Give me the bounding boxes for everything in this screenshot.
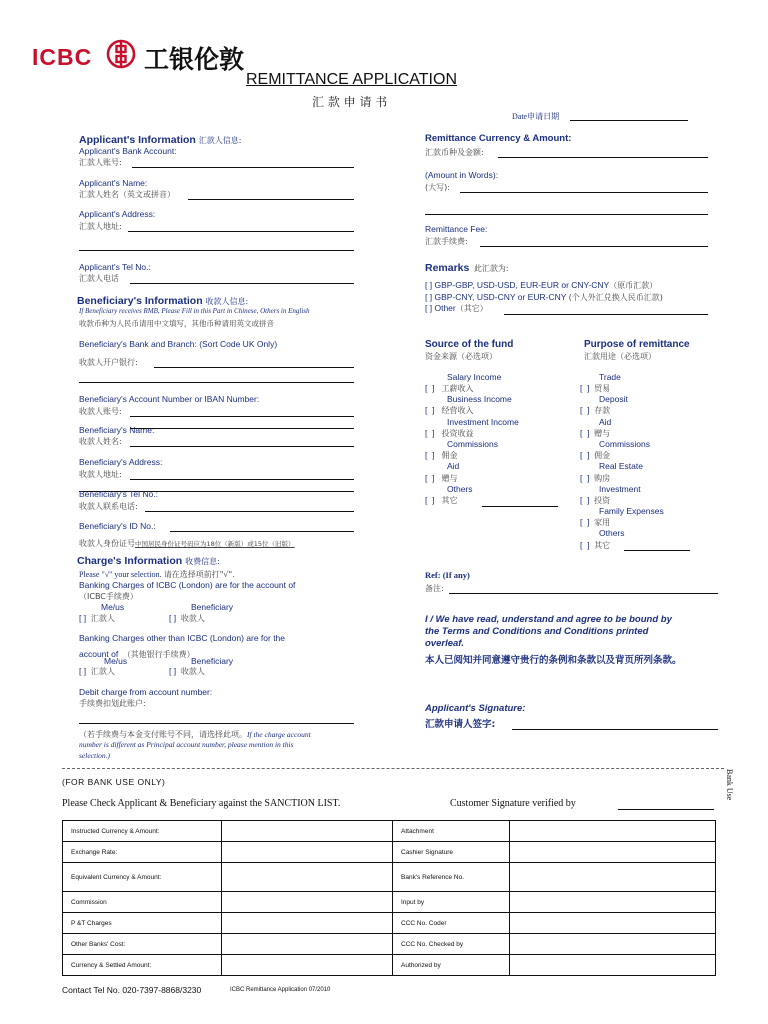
beneficiary-bank-field-2[interactable] [79,369,354,383]
signature-verified-text: Customer Signature verified by [450,798,576,809]
ref-label: Ref: (If any) [425,570,470,580]
table-label: Cashier Signature [393,842,510,863]
applicant-address-label: Applicant's Address: [79,209,156,219]
bank-use-header: (FOR BANK USE ONLY) [62,777,166,787]
table-row [63,892,716,913]
beneficiary-id-row-cn: 收款人身份证号中国居民身份证号码应为18位（新版）或15位（旧版） [79,539,295,548]
source-commissions-en: Commissions [447,439,499,449]
table-row [63,955,716,976]
remittance-fee-field[interactable] [480,233,708,247]
applicant-address-field-2[interactable] [79,237,354,251]
applicant-tel-label: Applicant's Tel No.: [79,262,151,272]
amount-words-cn: (大写): [425,183,450,192]
brand-name-cn: 工银伦敦 [144,45,245,74]
table-row [63,934,716,955]
charges-footnote-1: （若手续费与本金支付账号不同，请选择此项。If the charge account [79,730,311,739]
purpose-aid-en: Aid [599,417,612,427]
table-label: P &T Charges [63,913,222,934]
purpose-deposit-en: Deposit [599,394,628,404]
verified-by-field[interactable] [618,796,714,810]
declaration-line-1: I / We have read, understand and agree to be bound by [425,614,672,625]
table-row [63,913,716,934]
purpose-deposit-checkbox[interactable]: [ ] 存款 [580,405,611,415]
table-value-cell[interactable] [222,913,393,934]
table-row [63,863,716,892]
remittance-amount-field[interactable] [498,144,708,158]
table-label: Authorized by [393,955,510,976]
ref-cn: 备注: [425,584,444,593]
other-charges-me-checkbox[interactable]: [ ] 汇款人 [79,666,115,676]
icbc-charges-ben-checkbox[interactable]: [ ] 收款人 [169,613,205,623]
applicant-tel-field[interactable] [130,270,354,284]
date-field[interactable] [570,107,688,121]
source-investment-checkbox[interactable]: [ ] 投资收益 [425,428,474,438]
beneficiary-name-cn: 收款人姓名: [79,437,122,446]
applicant-heading: Applicant's Information 汇款人信息: [79,134,242,146]
beneficiary-tel-field[interactable] [145,498,354,512]
purpose-trade-checkbox[interactable]: [ ] 贸易 [580,383,611,393]
beneficiary-address-label: Beneficiary's Address: [79,457,163,467]
purpose-real-estate-checkbox[interactable]: [ ] 购房 [580,473,611,483]
table-label: Exchange Rate: [63,842,222,863]
purpose-heading-cn: 汇款用途（必选项） [584,352,656,361]
icbc-charges-me-checkbox[interactable]: [ ] 汇款人 [79,613,115,623]
icbc-charges-question: Banking Charges of ICBC (London) are for the account of [79,580,296,590]
beneficiary-address-cn: 收款人地址: [79,470,122,479]
table-value-cell[interactable] [510,863,716,892]
purpose-others-field[interactable] [624,537,690,551]
source-others-en: Others [447,484,473,494]
icbc-charges-ben-label: Beneficiary [191,602,234,612]
remarks-other-field[interactable] [504,301,708,315]
purpose-commissions-checkbox[interactable]: [ ] 佣金 [580,450,611,460]
beneficiary-name-field[interactable] [130,415,354,429]
table-label: CCC No. Checked by [393,934,510,955]
table-value-cell[interactable] [510,821,716,842]
amount-words-label: (Amount in Words): [425,170,499,180]
table-row [63,842,716,863]
charges-footnote-2: number is different as Principal account number, please mention in this [79,740,294,749]
charges-instruction: Please "√" your selection. 请在选择项前打"√". [79,570,235,579]
icbc-logo-text: ICBC [32,44,93,70]
table-value-cell[interactable] [222,934,393,955]
footer-contact: Contact Tel No. 020-7397-8868/3230 [62,985,202,995]
applicant-name-field[interactable] [188,186,354,200]
table-label: Attachment [393,821,510,842]
applicant-bank-account-label: Applicant's Bank Account: [79,146,177,156]
icbc-charges-me-label: Me/us [101,602,125,612]
icbc-charges-question-cn: （ICBC手续费） [79,592,138,601]
table-value-cell[interactable] [510,892,716,913]
table-label: Instructed Currency & Amount: [63,821,222,842]
beneficiary-account-label: Beneficiary's Account Number or IBAN Number: [79,394,260,404]
page-title-cn: 汇 款 申 请 书 [312,95,388,109]
source-aid-en: Aid [447,461,460,471]
other-charges-question-2: account of （其他银行手续费） [79,649,195,659]
beneficiary-note-en: If Beneficiary receives RMB, Please Fill in this Part in Chinese, Others in English [79,307,310,315]
source-aid-checkbox[interactable]: [ ] 赠与 [425,473,458,483]
purpose-commissions-en: Commissions [599,439,651,449]
source-heading: Source of the fund [425,339,514,350]
table-value-cell[interactable] [510,955,716,976]
table-label: Bank's Reference No. [393,863,510,892]
sanction-check-text: Please Check Applicant & Beneficiary against the SANCTION LIST. [62,798,341,809]
remarks-option-same-currency[interactable]: [ ] GBP-GBP, USD-USD, EUR-EUR or CNY-CNY（原币汇款） [425,280,658,290]
beneficiary-bank-cn: 收款人开户银行: [79,358,138,367]
remittance-fee-cn: 汇款手续费: [425,237,468,246]
purpose-investment-checkbox[interactable]: [ ] 投资 [580,495,611,505]
beneficiary-name-label: Beneficiary's Name: [79,425,155,435]
table-value-cell[interactable] [222,821,393,842]
table-value-cell[interactable] [510,913,716,934]
applicant-tel-cn: 汇款人电话 [79,274,119,283]
other-charges-ben-label: Beneficiary [191,656,234,666]
purpose-investment-en: Investment [599,484,641,494]
source-business-en: Business Income [447,394,512,404]
beneficiary-heading: Beneficiary's Information 收款人信息: [77,295,249,307]
beneficiary-bank-label: Beneficiary's Bank and Branch: (Sort Code UK Only) [79,339,278,349]
date-label: Date申请日期 [512,112,560,121]
beneficiary-note-cn: 收款币种为人民币请用中文填写，其他币种请用英文或拼音 [79,319,274,328]
purpose-family-en: Family Expenses [599,506,664,516]
purpose-others-checkbox[interactable]: [ ] 其它 [580,540,611,550]
amount-words-field-1[interactable] [460,179,708,193]
remittance-fee-label: Remittance Fee: [425,224,488,234]
declaration-line-3: overleaf. [425,638,465,649]
purpose-family-checkbox[interactable]: [ ] 家用 [580,517,611,527]
remarks-option-to-cny[interactable]: [ ] GBP-CNY, USD-CNY or EUR-CNY (个人外汇兑换人民币汇款) [425,292,663,302]
applicant-address-field-1[interactable] [128,218,354,232]
charges-heading: Charge's Information 收费信息: [77,555,220,567]
icbc-emblem-icon [106,39,136,69]
table-row [63,821,716,842]
ref-field[interactable] [449,580,718,594]
source-others-field[interactable] [482,493,558,507]
table-label: Equivalent Currency & Amount: [63,863,222,892]
beneficiary-name-field-2[interactable] [130,433,354,447]
beneficiary-id-field[interactable] [170,518,354,532]
amount-words-field-2[interactable] [425,201,708,215]
signature-label-cn: 汇款申请人签字: [425,719,496,730]
purpose-heading: Purpose of remittance [584,339,690,350]
applicant-name-cn: 汇款人姓名（英文或拼音） [79,190,175,199]
applicant-address-cn: 汇款人地址: [79,222,122,231]
other-charges-me-label: Me/us [104,656,128,666]
table-label: Currency & Settled Amount: [63,955,222,976]
signature-field[interactable] [512,716,718,730]
debit-account-field[interactable] [79,710,354,724]
remittance-heading-cn: 汇款币种及金额: [425,148,484,157]
beneficiary-id-label: Beneficiary's ID No.: [79,521,156,531]
beneficiary-bank-field-1[interactable] [154,354,354,368]
remittance-heading: Remittance Currency & Amount: [425,133,572,144]
bank-use-side-label: Bank Use [725,769,734,801]
applicant-bank-account-cn: 汇款人账号: [79,158,122,167]
page-title: REMITTANCE APPLICATION [246,71,457,88]
bank-use-divider [62,768,724,769]
source-others-checkbox[interactable]: [ ] 其它 [425,495,458,505]
declaration-cn: 本人已阅知并同意遵守贵行的条例和条款以及背页所列条款。 [425,655,682,666]
beneficiary-account-cn: 收款人账号: [79,407,122,416]
table-label: Input by [393,892,510,913]
purpose-trade-en: Trade [599,372,621,382]
table-label: CCC No. Coder [393,913,510,934]
remarks-heading: Remarks 此汇款为: [425,262,509,274]
source-salary-checkbox[interactable]: [ ] 工薪收入 [425,383,474,393]
applicant-name-label: Applicant's Name: [79,178,148,188]
table-label: Commission [63,892,222,913]
table-label: Other Banks' Cost: [63,934,222,955]
debit-account-label: Debit charge from account number: [79,687,213,697]
bank-use-table [62,820,716,976]
source-business-checkbox[interactable]: [ ] 经营收入 [425,405,474,415]
source-salary-en: Salary Income [447,372,502,382]
table-value-cell[interactable] [510,842,716,863]
declaration-line-2: the Terms and Conditions and Conditions printed [425,626,649,637]
applicant-bank-account-field[interactable] [132,154,354,168]
charges-footnote-3: selection.) [79,751,111,760]
purpose-real-estate-en: Real Estate [599,461,643,471]
beneficiary-tel-label: Beneficiary's Tel No.: [79,489,158,499]
signature-label: Applicant's Signature: [425,703,526,714]
table-value-cell[interactable] [222,842,393,863]
footer-form-id: ICBC Remittance Application 07/2010 [230,987,331,993]
remarks-option-other[interactable]: [ ] Other（其它） [425,303,488,313]
table-value-cell[interactable] [222,892,393,913]
table-value-cell[interactable] [222,955,393,976]
source-heading-cn: 资金来源（必选项） [425,352,497,361]
source-commissions-checkbox[interactable]: [ ] 佣金 [425,450,458,460]
table-value-cell[interactable] [510,934,716,955]
source-investment-en: Investment Income [447,417,519,427]
beneficiary-tel-cn: 收款人联系电话: [79,502,138,511]
table-value-cell[interactable] [222,863,393,892]
purpose-aid-checkbox[interactable]: [ ] 赠与 [580,428,611,438]
other-charges-question: Banking Charges other than ICBC (London) are for the [79,633,286,643]
other-charges-ben-checkbox[interactable]: [ ] 收款人 [169,666,205,676]
purpose-others-en: Others [599,528,625,538]
debit-account-cn: 手续费扣划此账户: [79,699,146,708]
